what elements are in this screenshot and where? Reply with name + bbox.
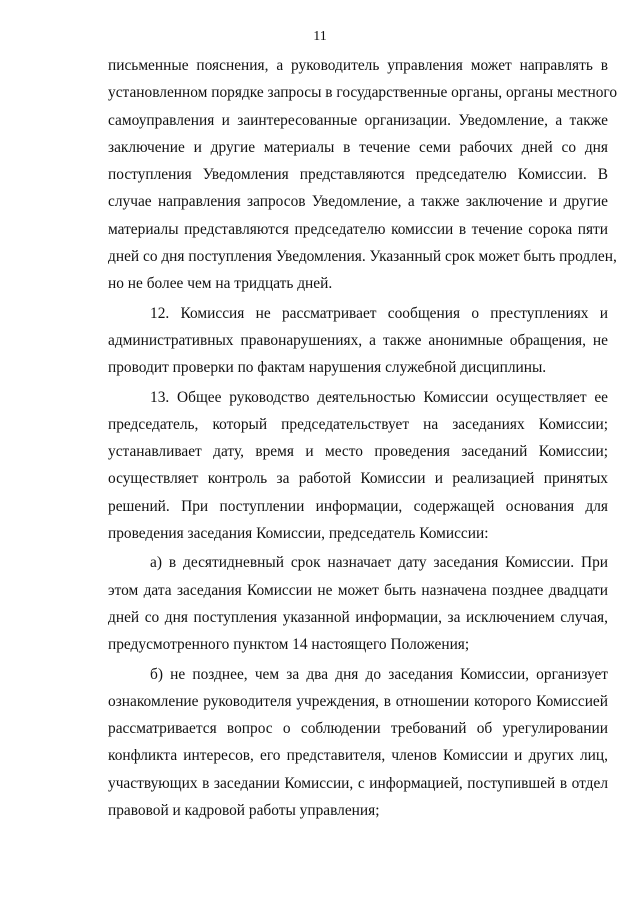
page-number: 11 xyxy=(313,29,327,44)
text-line: дней со дня поступления Уведомления. Указанный срок может быть продлен, xyxy=(108,248,617,266)
paragraph xyxy=(108,52,618,298)
text-line: устанавливает дату, время и место проведения заседаний Комиссии; xyxy=(108,443,608,461)
text-line: самоуправления и заинтересованные организации. Уведомление, а также xyxy=(108,111,608,129)
text-line: а) в десятидневный срок назначает дату заседания Комиссии. При xyxy=(150,554,608,572)
text-line: поступления Уведомления представляются председателю Комиссии. В xyxy=(108,166,608,184)
text-line: 13. Общее руководство деятельностью Комиссии осуществляет ее xyxy=(150,388,608,406)
text-line: этом дата заседания Комиссии не может быть назначена позднее двадцати xyxy=(108,581,608,599)
text-line: ознакомление руководителя учреждения, в отношении которого Комиссией xyxy=(108,692,608,710)
text-line: предусмотренного пунктом 14 настоящего Положения; xyxy=(108,636,470,654)
text-line: письменные пояснения, а руководитель управления может направлять в xyxy=(108,57,608,74)
text-line: осуществляет контроль за работой Комиссии и реализацией принятых xyxy=(108,470,608,488)
document-body xyxy=(108,52,618,824)
text-line: дней со дня поступления указанной информации, за исключением случая, xyxy=(108,608,608,626)
text-line: проведения заседания Комиссии, председатель Комиссии: xyxy=(108,525,489,543)
text-line: проводит проверки по фактам нарушения служебной дисциплины. xyxy=(108,359,547,377)
text-line: случае направления запросов Уведомление, а также заключение и другие xyxy=(108,193,608,211)
text-line: заключение и другие материалы в течение семи рабочих дней со дня xyxy=(108,138,608,156)
paragraph xyxy=(108,300,608,382)
paragraph xyxy=(108,661,608,825)
text-line: 12. Комиссия не рассматривает сообщения о преступлениях и xyxy=(150,304,608,322)
paragraph xyxy=(108,549,608,658)
text-line: конфликта интересов, его представителя, членов Комиссии и других лиц, xyxy=(108,747,608,765)
text-line: председатель, который председательствует на заседаниях Комиссии; xyxy=(108,415,608,433)
text-line: решений. При поступлении информации, содержащей основания для xyxy=(108,497,608,515)
paragraph xyxy=(108,384,608,548)
text-line: материалы представляются председателю комиссии в течение сорока пяти xyxy=(108,220,608,238)
text-line: рассматривается вопрос о соблюдении требований об урегулировании xyxy=(108,720,608,738)
text-line: правовой и кадровой работы управления; xyxy=(108,802,380,820)
text-line: участвующих в заседании Комиссии, с информацией, поступившей в отдел xyxy=(108,774,608,792)
text-line: б) не позднее, чем за два дня до заседания Комиссии, организует xyxy=(150,665,608,683)
text-line: административных правонарушениях, а также анонимные обращения, не xyxy=(108,331,608,349)
text-line: установленном порядке запросы в государственные органы, органы местного xyxy=(108,84,618,102)
text-line: но не более чем на тридцать дней. xyxy=(108,275,333,293)
